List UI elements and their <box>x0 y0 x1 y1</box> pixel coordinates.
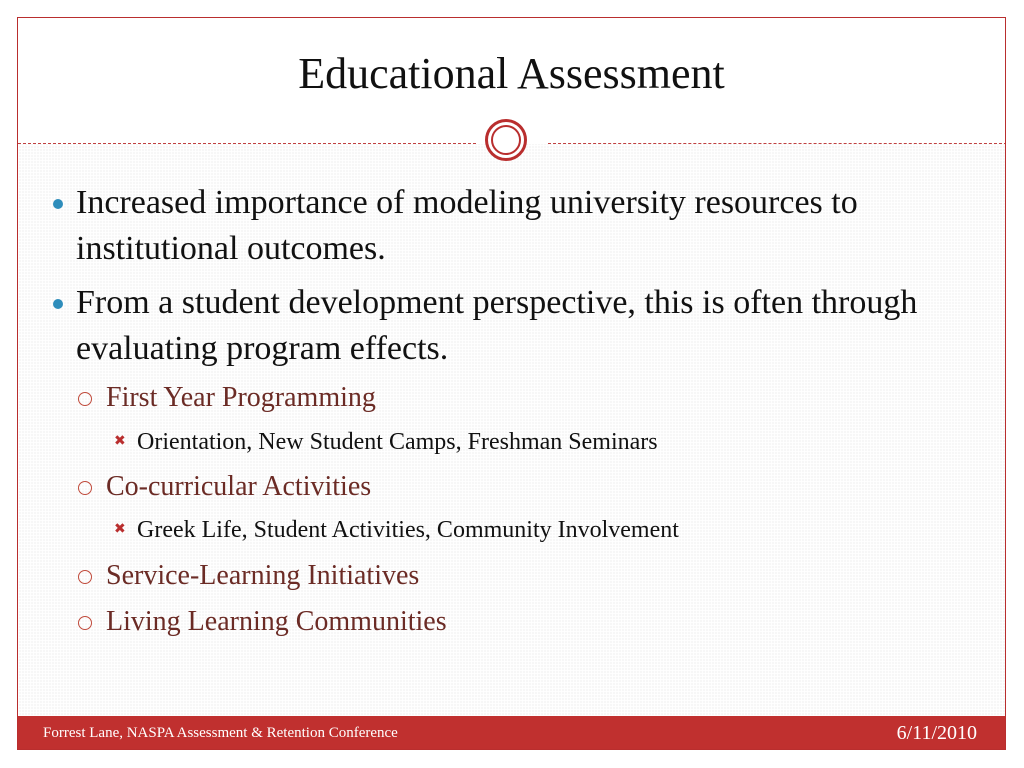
bullet-item <box>76 280 936 372</box>
hollow-circle-bullet-icon <box>78 616 92 630</box>
footer-bar <box>18 716 1005 750</box>
bullet-dot-icon <box>53 199 63 209</box>
sub-item-label: Co-curricular Activities <box>106 471 372 502</box>
hollow-circle-bullet-icon <box>78 570 92 584</box>
bullet-text: Increased importance of modeling university resources to institutional outcomes. <box>76 184 858 267</box>
footer-date: 6/11/2010 <box>896 722 977 744</box>
footer-author: Forrest Lane, NASPA Assessment & Retention Conference <box>43 725 398 741</box>
sub-item <box>106 605 447 639</box>
hollow-circle-bullet-icon <box>78 392 92 406</box>
detail-item <box>114 427 658 457</box>
slide-title: Educational Assessment <box>298 49 725 98</box>
cross-bullet-icon: ✖ <box>114 434 126 449</box>
sub-item <box>106 381 376 415</box>
sub-item-label: Living Learning Communities <box>106 606 447 637</box>
sub-item <box>106 470 371 504</box>
bullet-item <box>76 180 936 272</box>
detail-text: Orientation, New Student Camps, Freshman Seminars <box>137 429 658 455</box>
hollow-circle-bullet-icon <box>78 481 92 495</box>
cross-bullet-icon: ✖ <box>114 522 126 537</box>
title-divider-right <box>548 143 1006 144</box>
bullet-text: From a student development perspective, this is often through evaluating program effects. <box>76 284 918 367</box>
detail-text: Greek Life, Student Activities, Community Involvement <box>137 517 679 543</box>
slide-frame <box>17 17 1006 750</box>
bullet-dot-icon <box>53 299 63 309</box>
sub-item-label: Service-Learning Initiatives <box>106 560 420 591</box>
title-divider-left <box>18 143 476 144</box>
ring-ornament-icon <box>485 119 527 161</box>
sub-item-label: First Year Programming <box>106 382 376 413</box>
sub-item <box>106 559 419 593</box>
detail-item <box>114 515 679 545</box>
